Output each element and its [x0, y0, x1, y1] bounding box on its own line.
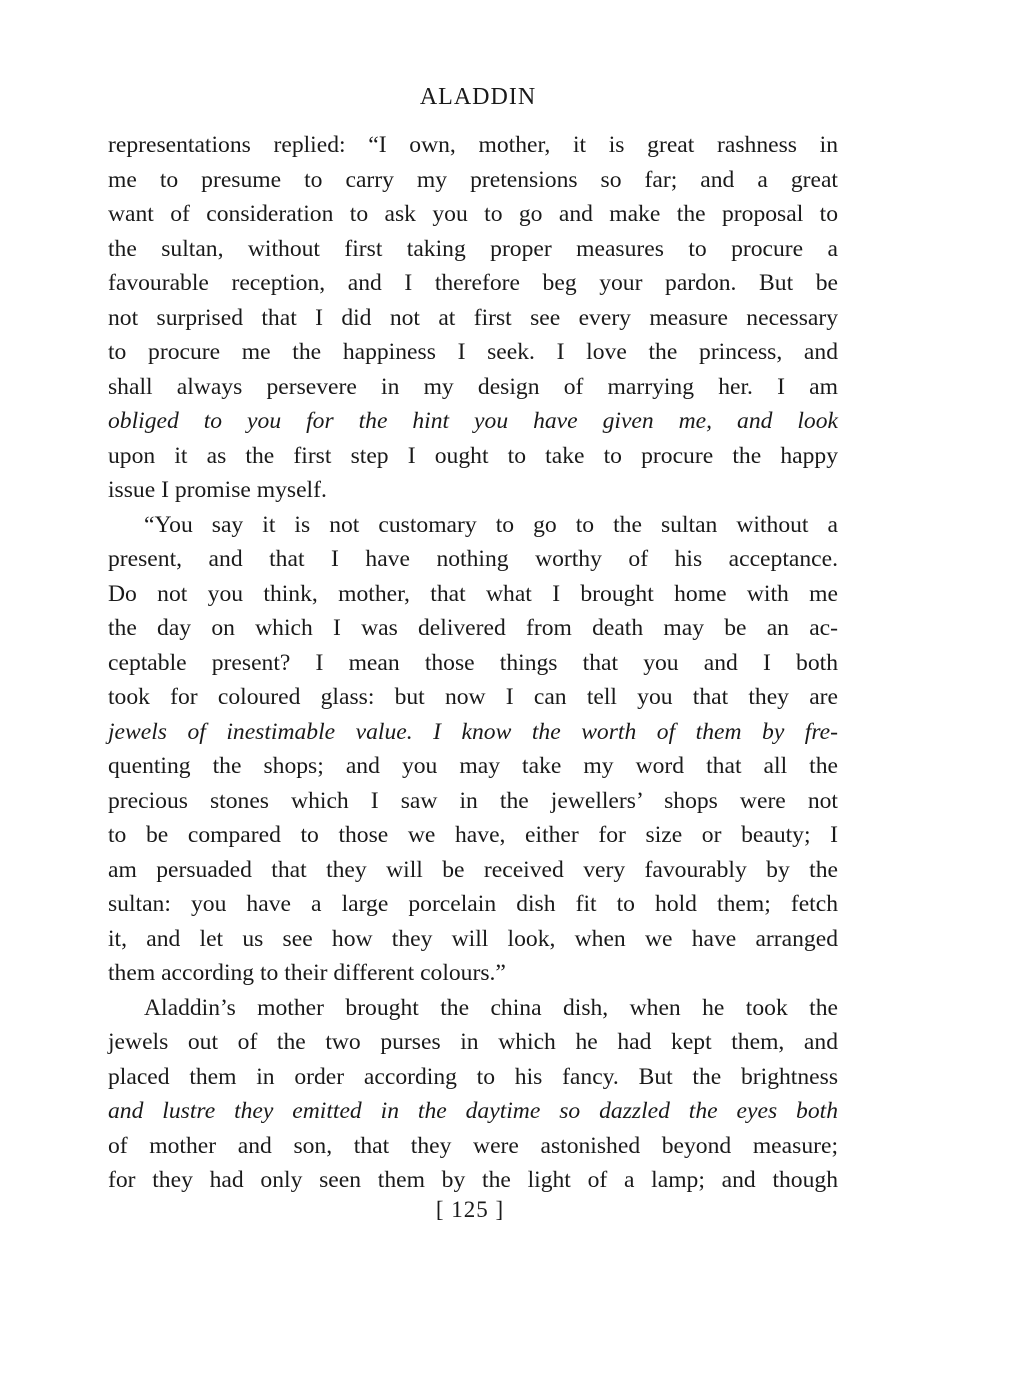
text-line: took for coloured glass: but now I can tell you that they are	[108, 684, 838, 710]
text-line: the sultan, without first taking proper measures to procure a	[108, 235, 838, 262]
text-line: obliged to you for the hint you have given me, and look	[108, 408, 838, 434]
text-line: upon it as the first step I ought to take to procure the happy	[108, 442, 838, 469]
text-line: the day on which I was delivered from death may be an ac-	[108, 615, 838, 641]
text-line: placed them in order according to his fancy. But the brightness	[108, 1063, 838, 1090]
text-line: present, and that I have nothing worthy of his acceptance.	[108, 546, 838, 572]
text-line: favourable reception, and I therefore beg your pardon. But be	[108, 270, 838, 296]
text-line: issue I promise myself.	[108, 477, 327, 503]
text-line: ceptable present? I mean those things that you and I both	[108, 649, 838, 676]
text-line: of mother and son, that they were astonished beyond measure;	[108, 1132, 838, 1159]
text-line: for they had only seen them by the light of a lamp; and though	[108, 1167, 838, 1193]
text-line: to procure me the happiness I seek. I love the princess, and	[108, 339, 838, 365]
text-line: want of consideration to ask you to go and make the proposal to	[108, 201, 838, 227]
page-number: [ 125 ]	[435, 1197, 505, 1222]
text-line: Do not you think, mother, that what I brought home with me	[108, 580, 838, 607]
text-line: them according to their different colours.”	[108, 960, 506, 986]
text-line: me to presume to carry my pretensions so far; and a great	[108, 166, 838, 193]
text-line: shall always persevere in my design of marrying her. I am	[108, 373, 838, 400]
text-line: to be compared to those we have, either for size or beauty; I	[108, 822, 838, 848]
running-head: ALADDIN	[419, 84, 537, 110]
text-line: “You say it is not customary to go to the sultan without a	[144, 511, 838, 538]
body-text	[108, 128, 838, 1198]
text-line: not surprised that I did not at first see every measure necessary	[108, 304, 838, 331]
text-line: sultan: you have a large porcelain dish fit to hold them; fetch	[108, 891, 838, 917]
text-line: jewels of inestimable value. I know the worth of them by fre-	[108, 718, 838, 745]
text-line: am persuaded that they will be received very favourably by the	[108, 856, 838, 883]
text-line: and lustre they emitted in the daytime so dazzled the eyes both	[108, 1098, 838, 1124]
text-line: jewels out of the two purses in which he had kept them, and	[108, 1029, 838, 1055]
text-line: quenting the shops; and you may take my word that all the	[108, 753, 838, 779]
text-line: Aladdin’s mother brought the china dish, when he took the	[144, 994, 838, 1021]
text-line: representations replied: “I own, mother, it is great rashness in	[108, 132, 838, 158]
text-line: precious stones which I saw in the jewellers’ shops were not	[108, 787, 838, 814]
text-line: it, and let us see how they will look, when we have arranged	[108, 925, 838, 952]
